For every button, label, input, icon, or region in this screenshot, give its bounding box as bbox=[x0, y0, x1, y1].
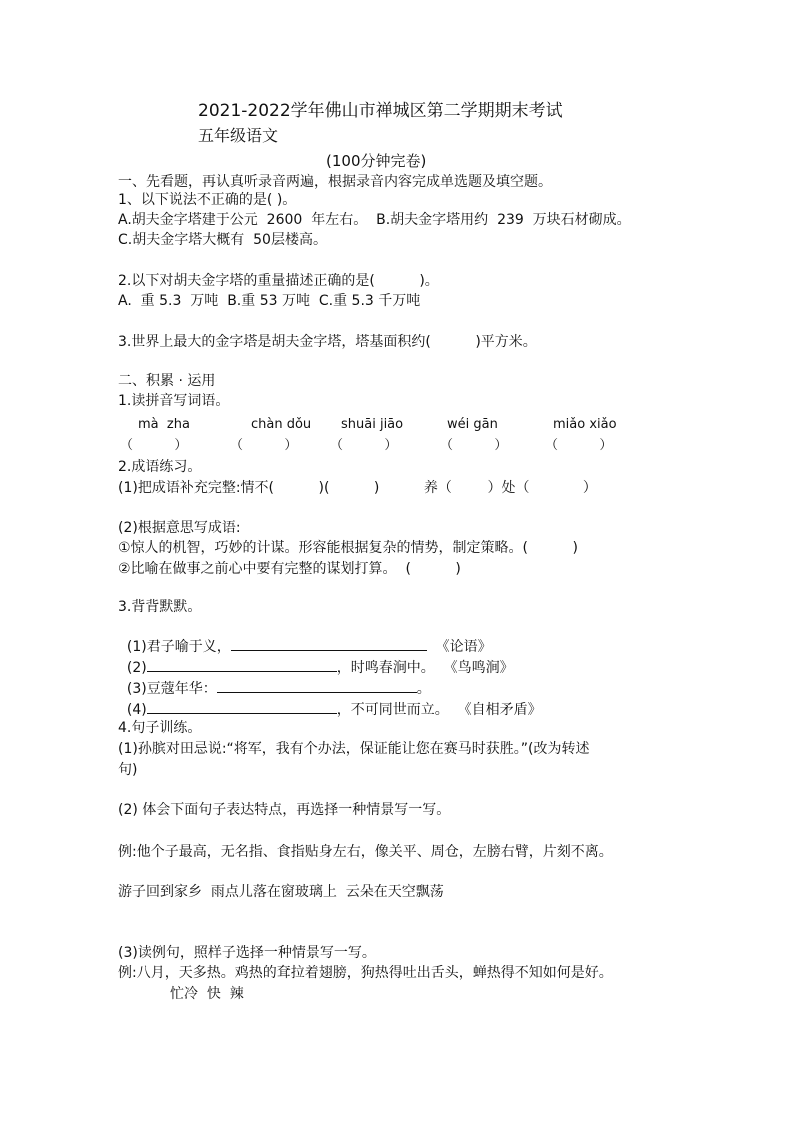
pinyin-5: miǎo xiǎo bbox=[553, 417, 617, 432]
exam-title: 2021-2022学年佛山市禅城区第二学期期末考试 bbox=[198, 101, 563, 121]
idiom-practice-title: 2.成语练习。 bbox=[118, 459, 202, 475]
q2-stem: 2.以下对胡夫金字塔的重量描述正确的是( )。 bbox=[118, 273, 439, 289]
pinyin-answer-box-5[interactable]: （ ） bbox=[545, 438, 613, 453]
section1-heading: 一、先看题，再认真听录音两遍，根据录音内容完成单选题及填空题。 bbox=[118, 174, 552, 190]
recitation-1-suffix: 《论语》 bbox=[426, 639, 492, 655]
recitation-3-prefix: (3)豆蔻年华： bbox=[126, 681, 217, 697]
pinyin-3: shuāi jiāo bbox=[341, 417, 404, 432]
pinyin-2: chàn dǒu bbox=[251, 417, 312, 432]
recitation-2-prefix: (2) bbox=[126, 660, 147, 676]
q2-options: A. 重 5.3 万吨 B.重 53 万吨 C.重 5.3 千万吨 bbox=[118, 293, 421, 309]
sentence-q2-example: 例:他个子最高，无名指、食指贴身左右，像关平、周仓，左膀右臂，片刻不离。 bbox=[118, 844, 613, 860]
q3-stem: 3.世界上最大的金字塔是胡夫金字塔，塔基面积约( )平方米。 bbox=[118, 334, 537, 350]
idiom-complete-line: (1)把成语补充完整:情不( )( ) 养（ ）处（ ） bbox=[118, 480, 597, 496]
sentence-q2-scenes: 游子回到家乡 雨点儿落在窗玻璃上 云朵在天空飘荡 bbox=[118, 884, 444, 900]
idiom-meaning-a: ①惊人的机智，巧妙的计谋。形容能根据复杂的情势，制定策略。( ) bbox=[118, 540, 578, 556]
recitation-4-suffix: ，不可同世而立。 《自相矛盾》 bbox=[336, 702, 542, 718]
recitation-2-suffix: ，时鸣春涧中。 《鸟鸣涧》 bbox=[336, 660, 514, 676]
q1-options-ab: A.胡夫金字塔建于公元 2600 年左右。 B.胡夫金字塔用约 239 万块石材砌成。 bbox=[118, 212, 631, 228]
sentence-q3-instruction: (3)读例句，照样子选择一种情景写一写。 bbox=[118, 945, 376, 961]
q1-option-c: C.胡夫金字塔大概有 50层楼高。 bbox=[118, 232, 327, 248]
pinyin-answer-box-1[interactable]: （ ） bbox=[120, 438, 188, 453]
recitation-3-suffix: 。 bbox=[416, 681, 431, 697]
pinyin-answer-box-3[interactable]: （ ） bbox=[330, 438, 398, 453]
pinyin-4: wéi gān bbox=[447, 417, 498, 432]
pinyin-answer-box-2[interactable]: （ ） bbox=[230, 438, 298, 453]
recitation-4-prefix: (4) bbox=[126, 702, 147, 718]
q1-stem: 1、以下说法不正确的是( )。 bbox=[118, 192, 297, 208]
sentence-q3-words: 忙冷 快 辣 bbox=[170, 986, 244, 1002]
section2-heading: 二、积累 · 运用 bbox=[118, 373, 216, 389]
sentence-q2-instruction: (2) 体会下面句子表达特点，再选择一种情景写一写。 bbox=[118, 802, 451, 818]
pinyin-1: mà zha bbox=[138, 417, 190, 432]
exam-subtitle: 五年级语文 bbox=[198, 126, 279, 145]
time-note: (100分钟完卷) bbox=[326, 152, 427, 170]
recitation-title: 3.背背默默。 bbox=[118, 599, 202, 615]
sentence-q1-line1: (1)孙膑对田忌说:“将军，我有个办法，保证能让您在赛马时获胜。”(改为转述 bbox=[118, 741, 590, 757]
pinyin-answer-box-4[interactable]: （ ） bbox=[440, 438, 508, 453]
recitation-4-blank[interactable] bbox=[147, 699, 337, 714]
sentence-q3-example: 例:八月，天多热。鸡热的耷拉着翅膀，狗热得吐出舌头，蝉热得不知如何是好。 bbox=[118, 965, 613, 981]
recitation-1-prefix: (1)君子喻于义， bbox=[126, 639, 231, 655]
sentence-q1-line2: 句) bbox=[118, 762, 138, 778]
sentence-training-title: 4.句子训练。 bbox=[118, 720, 202, 736]
pinyin-question-title: 1.读拼音写词语。 bbox=[118, 393, 230, 409]
idiom-meaning-title: (2)根据意思写成语: bbox=[118, 520, 241, 536]
recitation-line-4 bbox=[118, 681, 542, 719]
idiom-meaning-b: ②比喻在做事之前心中要有完整的谋划打算。 ( ) bbox=[118, 561, 461, 577]
